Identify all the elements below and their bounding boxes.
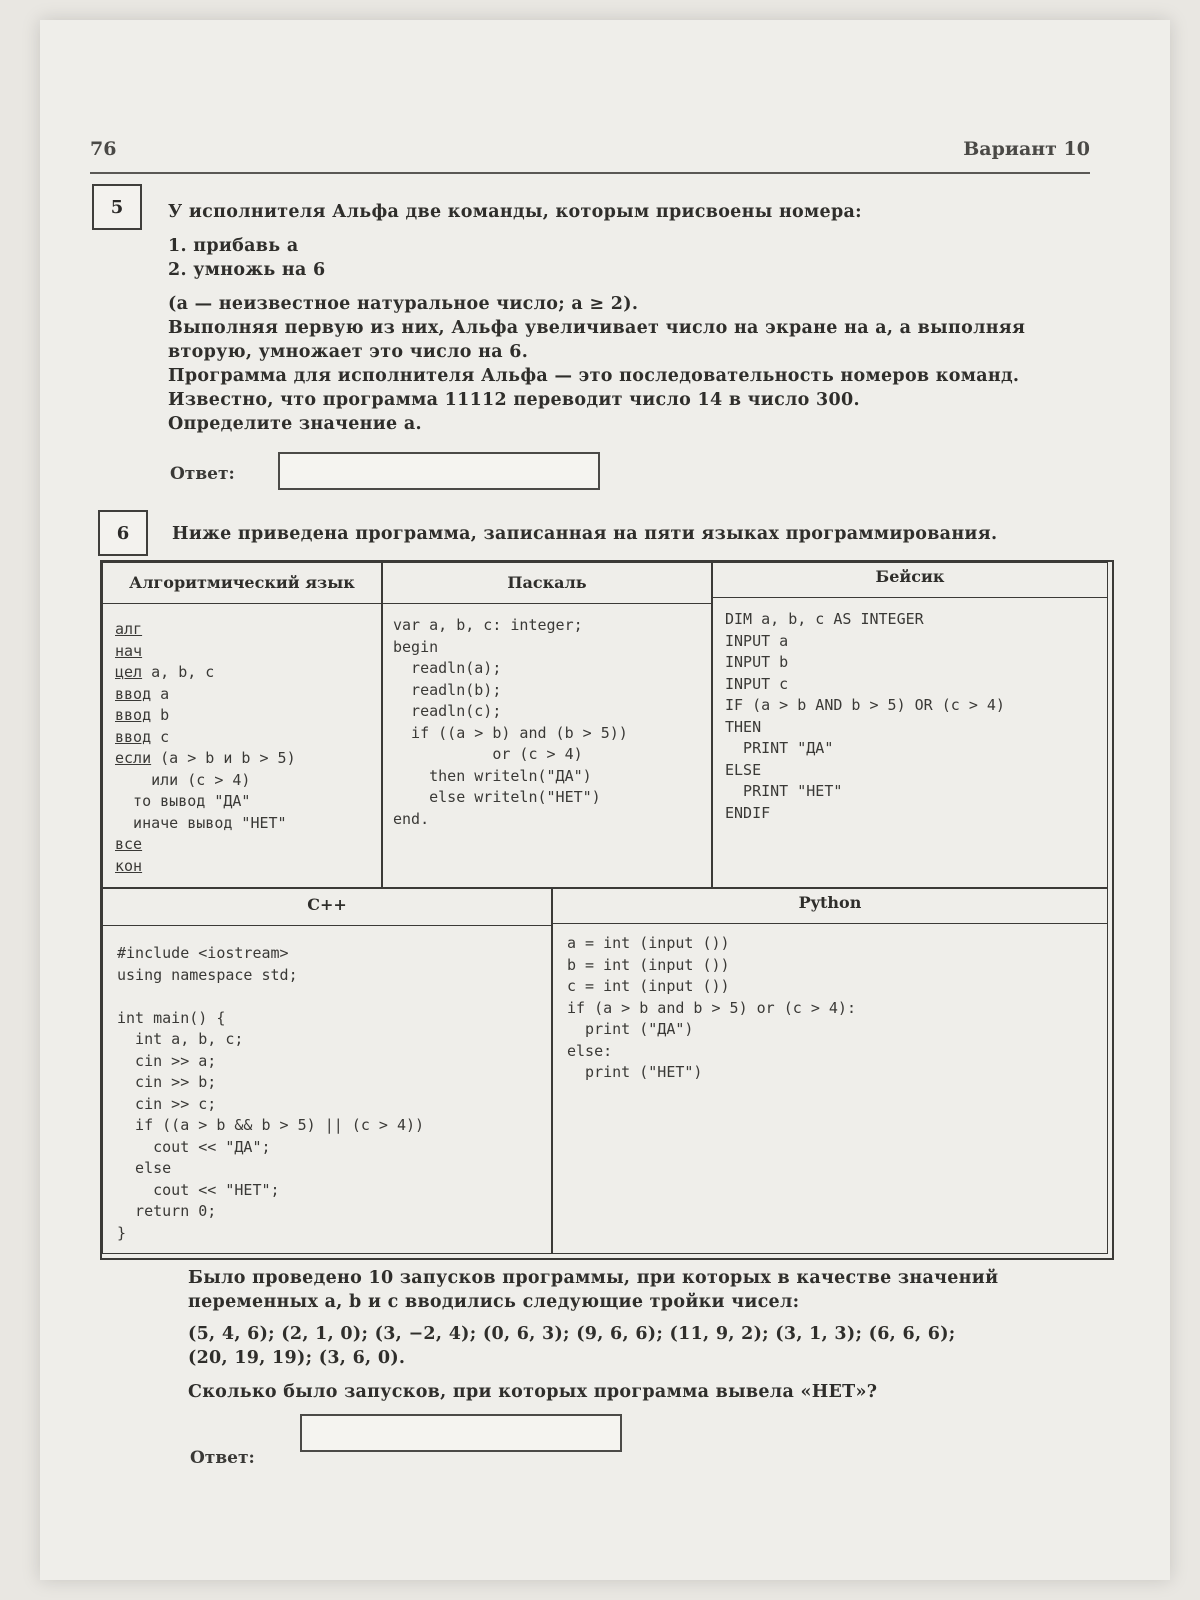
alg-code-line	[115, 662, 296, 684]
cpp-title: C++	[103, 895, 551, 926]
task-5-intro: У исполнителя Альфа две команды, которым присвоены номера:	[168, 202, 862, 222]
alg-keyword: цел	[115, 663, 143, 681]
alg-code-line	[115, 705, 296, 727]
alg-code-line	[115, 791, 296, 813]
task-6-answer-box[interactable]	[300, 1414, 622, 1452]
pascal-cell	[382, 562, 712, 888]
task-6-number: 6	[98, 510, 148, 556]
alg-keyword: ввод	[115, 684, 152, 703]
task-5-line-2: Выполняя первую из них, Альфа увеличивает число на экране на a, а выполняя	[168, 318, 1026, 338]
code-table	[100, 560, 1114, 1260]
basic-title: Бейсик	[713, 567, 1107, 598]
alg-code-line	[115, 856, 296, 878]
task-6-after-line-4: (20, 19, 19); (3, 6, 0).	[188, 1348, 406, 1368]
page-header	[90, 128, 1090, 174]
task-5-command-1: 1. прибавь a	[168, 236, 299, 256]
task-6-answer-label: Ответ:	[190, 1448, 255, 1468]
alg-code-line	[115, 834, 296, 856]
alg-code-line	[115, 684, 296, 706]
alg-rest: c	[151, 727, 170, 746]
alg-rest: то вывод "ДА"	[115, 792, 251, 810]
alg-code-line	[115, 641, 296, 663]
task-5-answer-label: Ответ:	[170, 464, 235, 484]
task-5-line-1: (a — неизвестное натуральное число; a ≥ 2).	[168, 294, 639, 314]
task-5-line-3: вторую, умножает это число на 6.	[168, 342, 529, 362]
basic-cell	[712, 562, 1108, 888]
alg-rest: иначе вывод "НЕТ"	[115, 813, 287, 832]
alg-keyword: ввод	[115, 706, 152, 724]
task-5-line-5: Известно, что программа 11112 переводит число 14 в число 300.	[168, 390, 860, 410]
cpp-code: #include <iostream> using namespace std; int main() { int a, b, c; cin >> a; cin >> b; cin >> c; if ((a > b && b > 5) || (c > 4)) cout << "ДА"; else cout << "НЕТ"; return 0; }	[117, 944, 425, 1242]
alg-rest: b	[151, 706, 170, 724]
task-6-question: Сколько было запусков, при которых программа вывела «НЕТ»?	[188, 1382, 878, 1402]
exam-page	[40, 20, 1170, 1580]
alg-keyword: алг	[115, 620, 143, 638]
python-code: a = int (input ()) b = int (input ()) c = int (input ()) if (a > b and b > 5) or (c > 4): print ("ДА") else: print ("НЕТ")	[567, 934, 856, 1081]
alg-rest: или (c > 4)	[115, 770, 251, 789]
task-5-command-2: 2. умножь на 6	[168, 260, 326, 280]
alg-rest: a, b, c	[142, 663, 215, 681]
pascal-title: Паскаль	[383, 573, 711, 604]
page-number: 76	[90, 138, 117, 160]
task-6-after-line-1: Было проведено 10 запусков программы, при которых в качестве значений	[188, 1268, 999, 1288]
alg-code-line	[115, 619, 296, 641]
alg-title: Алгоритмический язык	[103, 573, 381, 604]
alg-keyword: ввод	[115, 727, 152, 746]
variant-title: Вариант 10	[963, 138, 1090, 160]
alg-keyword: кон	[115, 856, 143, 875]
task-5-answer-box[interactable]	[278, 452, 600, 490]
alg-code	[115, 619, 296, 877]
pascal-code: var a, b, c: integer; begin readln(a); readln(b); readln(c); if ((a > b) and (b > 5)) or (c > 4) then writeln("ДА") else writeln("НЕТ") end.	[393, 616, 628, 828]
cpp-cell	[102, 888, 552, 1254]
python-title: Python	[553, 893, 1107, 924]
task-6-after-line-3: (5, 4, 6); (2, 1, 0); (3, −2, 4); (0, 6, 3); (9, 6, 6); (11, 9, 2); (3, 1, 3); (6, 6, 6);	[188, 1324, 956, 1344]
task-6-intro: Ниже приведена программа, записанная на пяти языках программирования.	[172, 524, 998, 544]
alg-keyword: все	[115, 835, 143, 853]
alg-rest: a	[151, 684, 170, 703]
alg-keyword: если	[115, 749, 152, 767]
task-5-line-6: Определите значение a.	[168, 414, 422, 434]
alg-cell	[102, 562, 382, 888]
alg-code-line	[115, 813, 296, 835]
alg-code-line	[115, 770, 296, 792]
task-5-line-4: Программа для исполнителя Альфа — это последовательность номеров команд.	[168, 366, 1020, 386]
alg-rest: (a > b и b > 5)	[151, 749, 296, 767]
task-6-after-line-2: переменных a, b и c вводились следующие тройки чисел:	[188, 1292, 800, 1312]
alg-keyword: нач	[115, 641, 143, 660]
task-5-number: 5	[92, 184, 142, 230]
alg-code-line	[115, 748, 296, 770]
python-cell	[552, 888, 1108, 1254]
basic-code: DIM a, b, c AS INTEGER INPUT a INPUT b INPUT c IF (a > b AND b > 5) OR (c > 4) THEN PRINT "ДА" ELSE PRINT "НЕТ" ENDIF	[725, 610, 1005, 822]
alg-code-line	[115, 727, 296, 749]
